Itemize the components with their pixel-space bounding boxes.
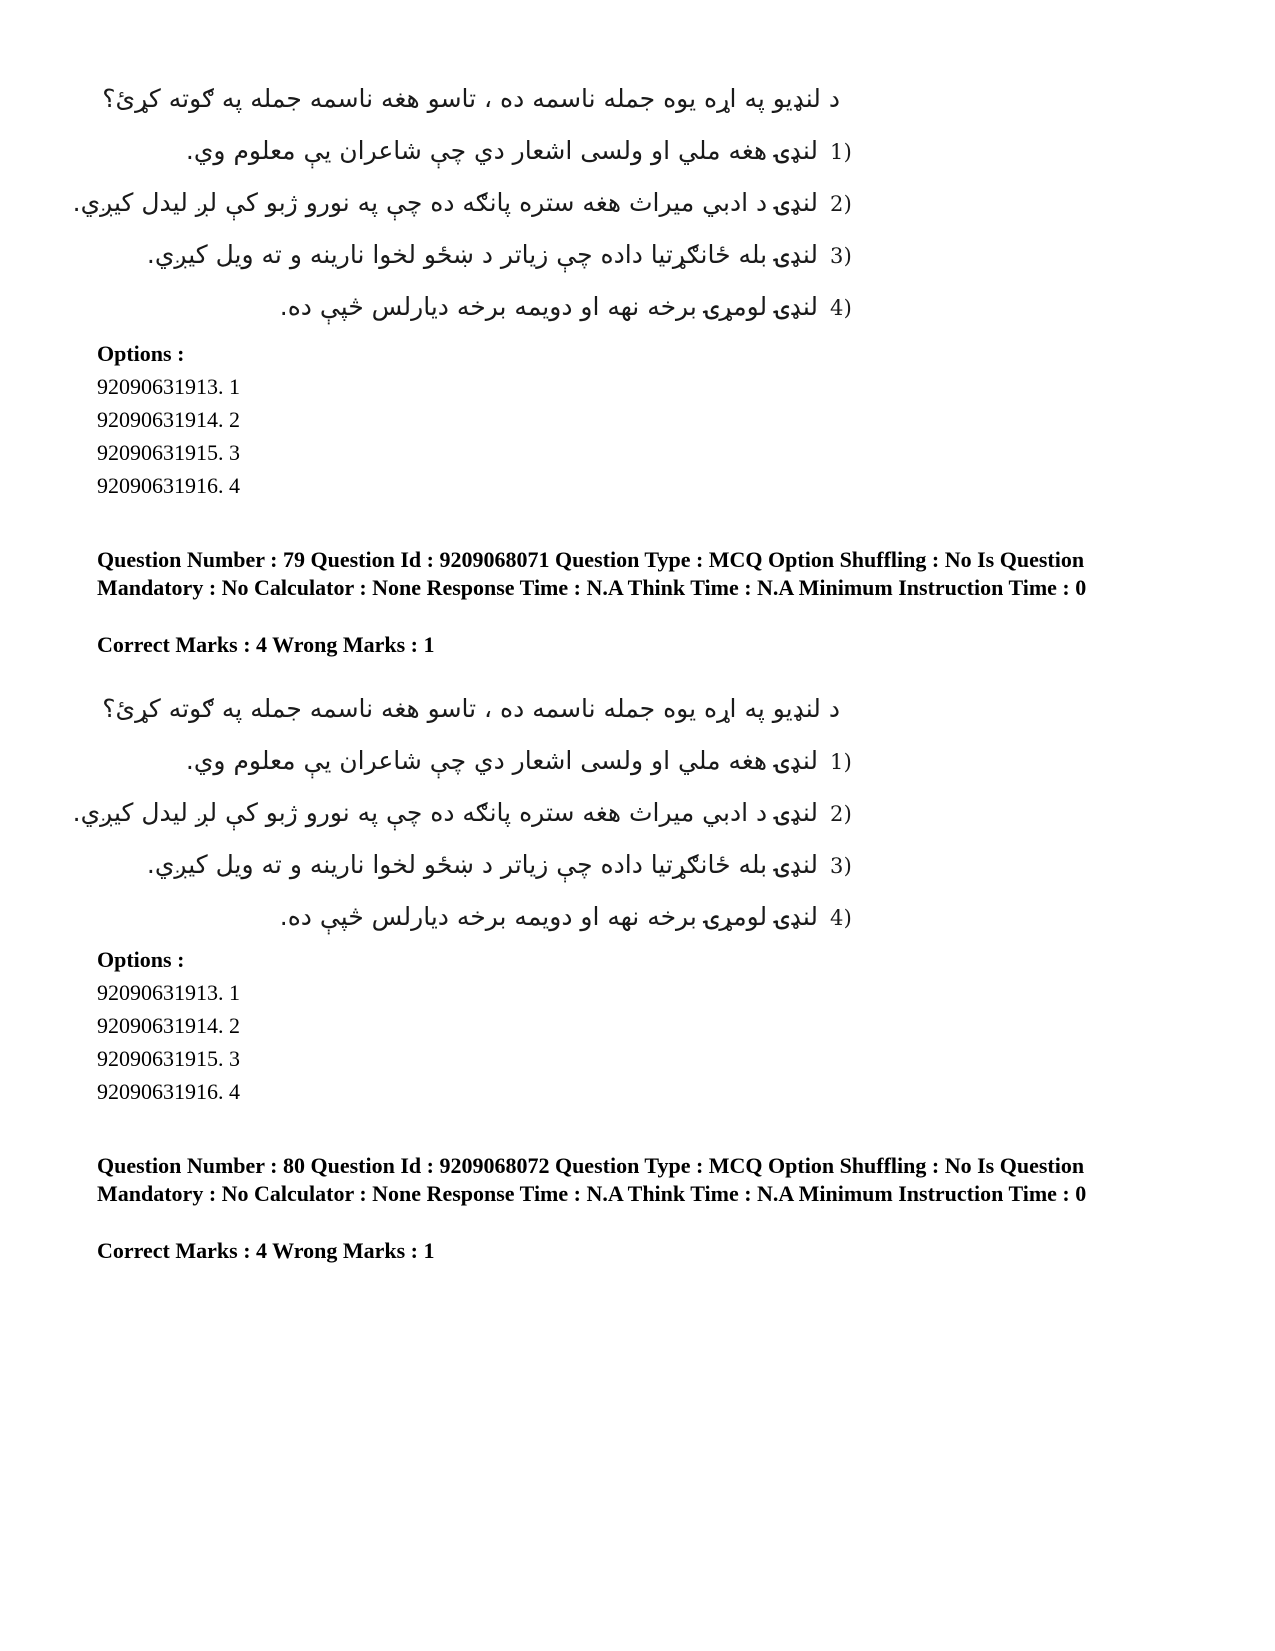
question-image-block [72, 80, 860, 330]
question-choice [72, 798, 860, 827]
question-header: Question Number : 79 Question Id : 9209068071 Question Type : MCQ Option Shuffling : No Is Question Mandatory : No Calculator : None Response Time : N.A Think Time : N.A Minimum Instruction Time : 0 [97, 547, 1087, 600]
option-item: 92090631914. 2 [97, 407, 240, 432]
option-item: 92090631915. 3 [97, 1046, 240, 1071]
question-stem: د لنډیو په اړه یوه جمله ناسمه ده ، تاسو هغه ناسمه جمله په ګوته کړئ؟ [102, 694, 840, 723]
choice-number: 4) [830, 906, 853, 930]
choice-number: 3) [830, 854, 853, 878]
option-item: 92090631915. 3 [97, 440, 240, 465]
choice-number: 2) [830, 802, 853, 826]
option-item: 92090631913. 1 [97, 374, 240, 399]
choice-number: 1) [830, 140, 853, 164]
question-header: Question Number : 80 Question Id : 9209068072 Question Type : MCQ Option Shuffling : No Is Question Mandatory : No Calculator : None Response Time : N.A Think Time : N.A Minimum Instruction Time : 0 [97, 1153, 1087, 1206]
choice-text: لنډۍ د ادبي میراث هغه ستره پانګه ده چې په نورو ژبو کې لږ لیدل کیږي. [72, 188, 818, 217]
question-choice [185, 136, 860, 165]
option-item: 92090631916. 4 [97, 473, 240, 498]
question-choice [72, 188, 860, 217]
question-choice [185, 746, 860, 775]
question-choice [146, 240, 860, 269]
choice-number: 2) [830, 192, 853, 216]
choice-text: لنډۍ هغه ملي او ولسی اشعار دي چې شاعران یې معلوم وي. [185, 746, 818, 775]
question-choice [279, 902, 860, 931]
question-choice [146, 850, 860, 879]
choice-number: 4) [830, 296, 853, 320]
options-label: Options : [97, 341, 185, 366]
options-label: Options : [97, 947, 185, 972]
choice-text: لنډۍ د ادبي میراث هغه ستره پانګه ده چې په نورو ژبو کې لږ لیدل کیږي. [72, 798, 818, 827]
choice-number: 1) [830, 750, 853, 774]
marks-line: Correct Marks : 4 Wrong Marks : 1 [97, 632, 435, 657]
option-item: 92090631913. 1 [97, 980, 240, 1005]
choice-text: لنډۍ لومړۍ برخه نهه او دویمه برخه دیارلس څپې ده. [279, 292, 818, 321]
option-item: 92090631914. 2 [97, 1013, 240, 1038]
choice-text: لنډۍ بله ځانګړتیا داده چې زیاتر د ښځو لخوا نارینه و ته ویل کیږي. [146, 850, 818, 879]
question-image-block [72, 690, 860, 940]
choice-text: لنډۍ لومړۍ برخه نهه او دویمه برخه دیارلس څپې ده. [279, 902, 818, 931]
option-item: 92090631916. 4 [97, 1079, 240, 1104]
question-choice [279, 292, 860, 321]
choice-text: لنډۍ هغه ملي او ولسی اشعار دي چې شاعران یې معلوم وي. [185, 136, 818, 165]
question-stem: د لنډیو په اړه یوه جمله ناسمه ده ، تاسو هغه ناسمه جمله په ګوته کړئ؟ [102, 84, 840, 113]
choice-text: لنډۍ بله ځانګړتیا داده چې زیاتر د ښځو لخوا نارینه و ته ویل کیږي. [146, 240, 818, 269]
choice-number: 3) [830, 244, 853, 268]
marks-line: Correct Marks : 4 Wrong Marks : 1 [97, 1238, 435, 1263]
